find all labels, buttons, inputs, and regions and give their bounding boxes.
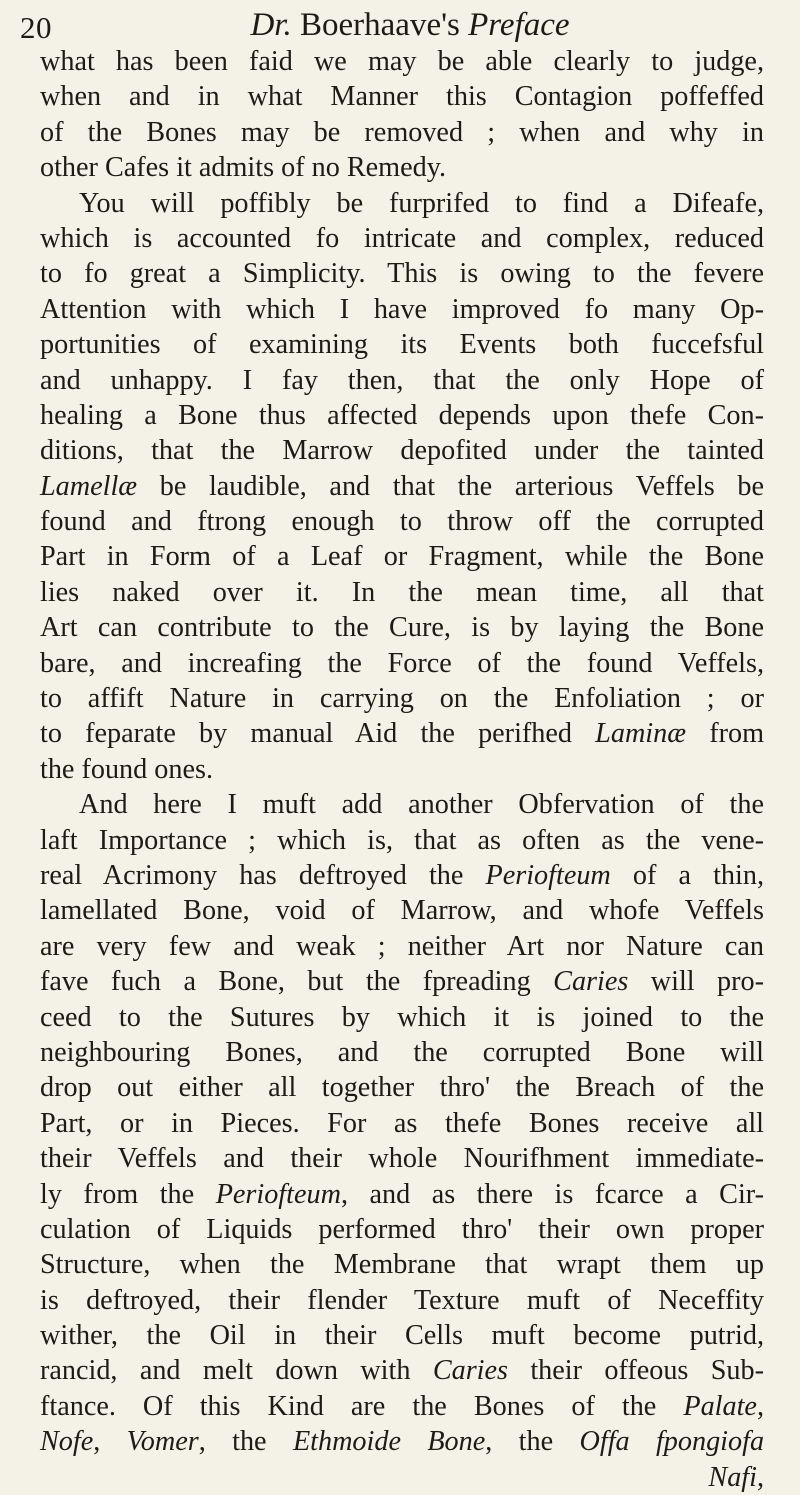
text-line: culation of Liquids performed thro' their own proper (40, 1213, 764, 1245)
text-line: found and ftrong enough to throw off the corrupted (40, 506, 764, 538)
body-text (40, 44, 764, 1495)
italic-term: Nafi (708, 1461, 757, 1493)
text-line: bare, and increafing the Force of the found Veffels, (40, 647, 764, 679)
text-segment: of a thin, (610, 859, 764, 891)
text-line: Part in Form of a Leaf or Fragment, while the Bone (40, 541, 764, 573)
text-line: lamellated Bone, void of Marrow, and whofe Veffels (40, 895, 764, 927)
italic-term: Periofteum (215, 1178, 341, 1210)
italic-term: Offa fpongiofa (579, 1426, 765, 1458)
text-segment: their offeous Sub- (508, 1355, 764, 1387)
text-line: when and in what Manner this Contagion poffeffed (40, 81, 764, 113)
text-line: drop out either all together thro' the Breach of the (40, 1072, 764, 1104)
text-line: Attention with which I have improved fo many Op- (40, 293, 764, 325)
text-line: portunities of examining its Events both fuccefsful (40, 329, 764, 361)
text-segment: , the (485, 1426, 580, 1458)
text-line: to affift Nature in carrying on the Enfoliation ; or (40, 683, 764, 715)
text-segment: real Acrimony has deftroyed the (40, 859, 486, 891)
text-line (40, 469, 764, 504)
text-line: of the Bones may be removed ; when and why in (40, 116, 764, 148)
text-line: are very few and weak ; neither Art nor Nature can (40, 930, 764, 962)
text-line (40, 1353, 764, 1388)
text-line: Structure, when the Membrane that wrapt them up (40, 1249, 764, 1281)
text-segment: to feparate by manual Aid the perifhed (40, 718, 596, 750)
text-line: Part, or in Pieces. For as thefe Bones receive all (40, 1107, 764, 1139)
text-line: laft Importance ; which is, that as often as the vene- (40, 824, 764, 856)
text-segment: from (686, 718, 765, 750)
text-segment: be laudible, and that the arterious Veffels be (137, 470, 764, 502)
italic-term: Vomer (126, 1426, 199, 1458)
italic-term: Periofteum (485, 859, 611, 891)
italic-term: Caries (553, 966, 629, 998)
text-segment: , (756, 1390, 764, 1422)
text-line: Art can contribute to the Cure, is by laying the Bone (40, 612, 764, 644)
text-segment: will pro- (628, 966, 765, 998)
text-line: their Veffels and their whole Nourifhment immediate- (40, 1143, 764, 1175)
text-line: and unhappy. I fay then, that the only Hope of (40, 364, 764, 396)
text-segment: , (756, 1461, 764, 1493)
text-line: neighbouring Bones, and the corrupted Bone will (40, 1036, 764, 1068)
text-line: what has been faid we may be able clearly to judge, (40, 46, 764, 77)
italic-term: Lamellæ (40, 470, 138, 502)
text-segment: ftance. Of this Kind are the Bones of the (40, 1390, 684, 1422)
text-line: the found ones. (40, 753, 214, 785)
text-line: which is accounted fo intricate and complex, reduced (40, 222, 764, 254)
italic-term: Palate (683, 1390, 757, 1422)
italic-term: Caries (432, 1355, 508, 1387)
text-line (40, 1424, 764, 1459)
text-line (40, 858, 764, 893)
italic-term: Ethmoide Bone (292, 1426, 486, 1458)
running-head-title: Preface (468, 7, 570, 43)
page-number: 20 (20, 10, 52, 45)
text-line: wither, the Oil in their Cells muft become putrid, (40, 1320, 764, 1352)
running-head-author: Dr. (250, 7, 292, 43)
text-line (40, 1177, 764, 1212)
page-header (20, 4, 760, 48)
text-line (40, 716, 764, 751)
text-line: to fo great a Simplicity. This is owing to the fevere (40, 258, 764, 290)
text-segment: , (93, 1426, 127, 1458)
text-segment: , the (198, 1426, 293, 1458)
text-segment: , and as there is fcarce a Cir- (340, 1178, 765, 1210)
text-line: And here I muft add another Obfervation of the (79, 789, 764, 821)
text-line (40, 1389, 764, 1424)
italic-term: Laminæ (595, 718, 687, 750)
text-line (40, 1460, 764, 1495)
text-line: You will poffibly be furprifed to find a Difeafe, (79, 187, 764, 219)
italic-term: Nofe (40, 1426, 94, 1458)
text-line: healing a Bone thus affected depends upon thefe Con- (40, 399, 764, 431)
text-line: ceed to the Sutures by which it is joined to the (40, 1001, 764, 1033)
text-segment: fave fuch a Bone, but the fpreading (40, 966, 554, 998)
text-line: lies naked over it. In the mean time, all that (40, 576, 764, 608)
text-line: ditions, that the Marrow depofited under the tainted (40, 435, 764, 467)
text-line (40, 964, 764, 999)
running-head-name: Boerhaave's (291, 7, 469, 43)
text-line: other Cafes it admits of no Remedy. (40, 152, 447, 184)
text-segment: rancid, and melt down with (40, 1355, 433, 1387)
running-head (20, 7, 760, 44)
text-line: is deftroyed, their flender Texture muft of Neceffity (40, 1284, 764, 1316)
text-segment: ly from the (40, 1178, 216, 1210)
